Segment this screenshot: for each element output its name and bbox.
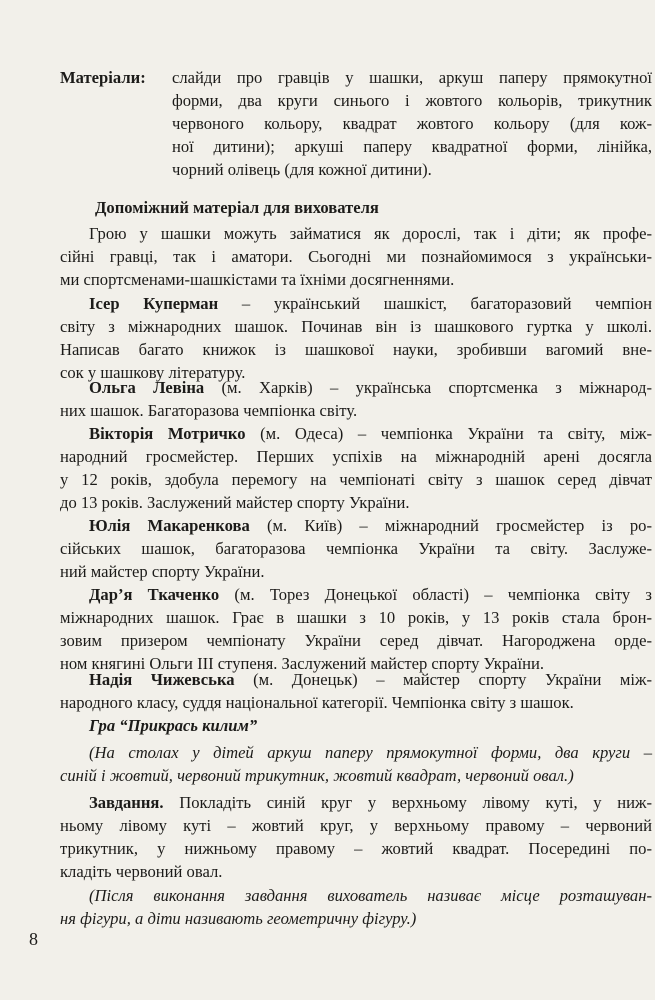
player-name: Дар’я Ткаченко <box>89 585 220 604</box>
page-number: 8 <box>29 929 38 949</box>
after-task-line: (Після виконання завдання вихователь називає місце розташуван- <box>89 886 652 905</box>
task-line: кладіть червоний овал. <box>60 862 223 881</box>
player-first-line <box>89 670 652 690</box>
player-line: народний гросмейстер. Перших успіхів на міжнародній арені досягла <box>60 447 652 466</box>
materials-line: червоного кольору, квадрат жовтого кольору (для кож- <box>172 114 652 133</box>
game-title: Гра “Прикрась килим” <box>89 716 258 735</box>
player-line: світу з міжнародних шашок. Починав він із шашкового гуртка у школі. <box>60 317 652 336</box>
section-title: Допоміжний матеріал для вихователя <box>95 198 379 217</box>
game-note-line: синій і жовтий, червоний трикутник, жовтий квадрат, червоний овал.) <box>60 766 574 785</box>
player-line: у 12 років, здобула перемогу на чемпіонаті світу з шашок серед дівчат <box>60 470 652 489</box>
task-line: ньому лівому куті – жовтий круг, у верхньому правому – червоний <box>60 816 652 835</box>
player-line: ном княгині Ольги III ступеня. Заслужений майстер спорту України. <box>60 654 545 673</box>
intro-line: ми спортсменами-шашкістами та їхніми досягненнями. <box>60 270 455 289</box>
player-line: сок у шашкову літературу. <box>60 363 246 382</box>
intro-line: сійні гравці, так і аматори. Сьогодні ми познайомимося з українськи- <box>60 247 652 266</box>
player-line: народного класу, суддя національної категорії. Чемпіонка світу з шашок. <box>60 693 574 712</box>
player-text: (м. Одеса) – чемпіонка України та світу, між- <box>245 424 652 443</box>
player-line: міжнародних шашок. Грає в шашки з 10 років, у 13 років стала брон- <box>60 608 652 627</box>
player-name: Ольга Левіна <box>89 378 205 397</box>
player-first-line <box>89 378 652 398</box>
player-name: Надія Чижевська <box>89 670 235 689</box>
player-line: зовим призером чемпіонату України серед дівчат. Нагороджена орде- <box>60 631 652 650</box>
game-note-line: (На столах у дітей аркуш паперу прямокутної форми, два круги – <box>89 743 652 762</box>
player-first-line <box>89 424 652 444</box>
player-first-line <box>89 294 652 314</box>
player-line: Написав багато книжок із шашкової науки, зробивши вагомий вне- <box>60 340 652 359</box>
task-label: Завдання. <box>89 793 164 812</box>
player-line: до 13 років. Заслужений майстер спорту України. <box>60 493 410 512</box>
task-line: трикутник, у нижньому правому – жовтий квадрат. Посередині по- <box>60 839 652 858</box>
materials-line: ної дитини); аркуші паперу квадратної форми, лінійка, <box>172 137 652 156</box>
player-name: Юлія Макаренкова <box>89 516 250 535</box>
player-name: Вікторія Мотричко <box>89 424 246 443</box>
player-text: (м. Донецьк) – майстер спорту України між- <box>234 670 652 689</box>
player-first-line <box>89 585 652 605</box>
task-first-line <box>89 793 652 813</box>
player-text: (м. Київ) – міжнародний гросмейстер із ро- <box>249 516 652 535</box>
player-line: сійських шашок, багаторазова чемпіонка України та світу. Заслуже- <box>60 539 652 558</box>
player-text: – український шашкіст, багаторазовий чемпіон <box>218 294 652 313</box>
intro-line: Грою у шашки можуть займатися як дорослі, так і діти; як профе- <box>89 224 652 243</box>
player-line: ний майстер спорту України. <box>60 562 265 581</box>
player-line: них шашок. Багаторазова чемпіонка світу. <box>60 401 358 420</box>
materials-line: слайди про гравців у шашки, аркуш паперу прямокутної <box>172 68 652 87</box>
task-text: Покладіть синій круг у верхньому лівому куті, у ниж- <box>163 793 652 812</box>
after-task-line: ня фігури, а діти називають геометричну фігуру.) <box>60 909 417 928</box>
player-first-line <box>89 516 652 536</box>
materials-line: форми, два круги синього і жовтого кольорів, трикутник <box>172 91 652 110</box>
player-text: (м. Торез Донецької області) – чемпіонка світу з <box>219 585 652 604</box>
player-name: Ісер Куперман <box>89 294 219 313</box>
player-text: (м. Харків) – українська спортсменка з міжнарод- <box>204 378 652 397</box>
materials-line: чорний олівець (для кожної дитини). <box>172 160 432 179</box>
materials-label: Матеріали: <box>60 68 146 87</box>
